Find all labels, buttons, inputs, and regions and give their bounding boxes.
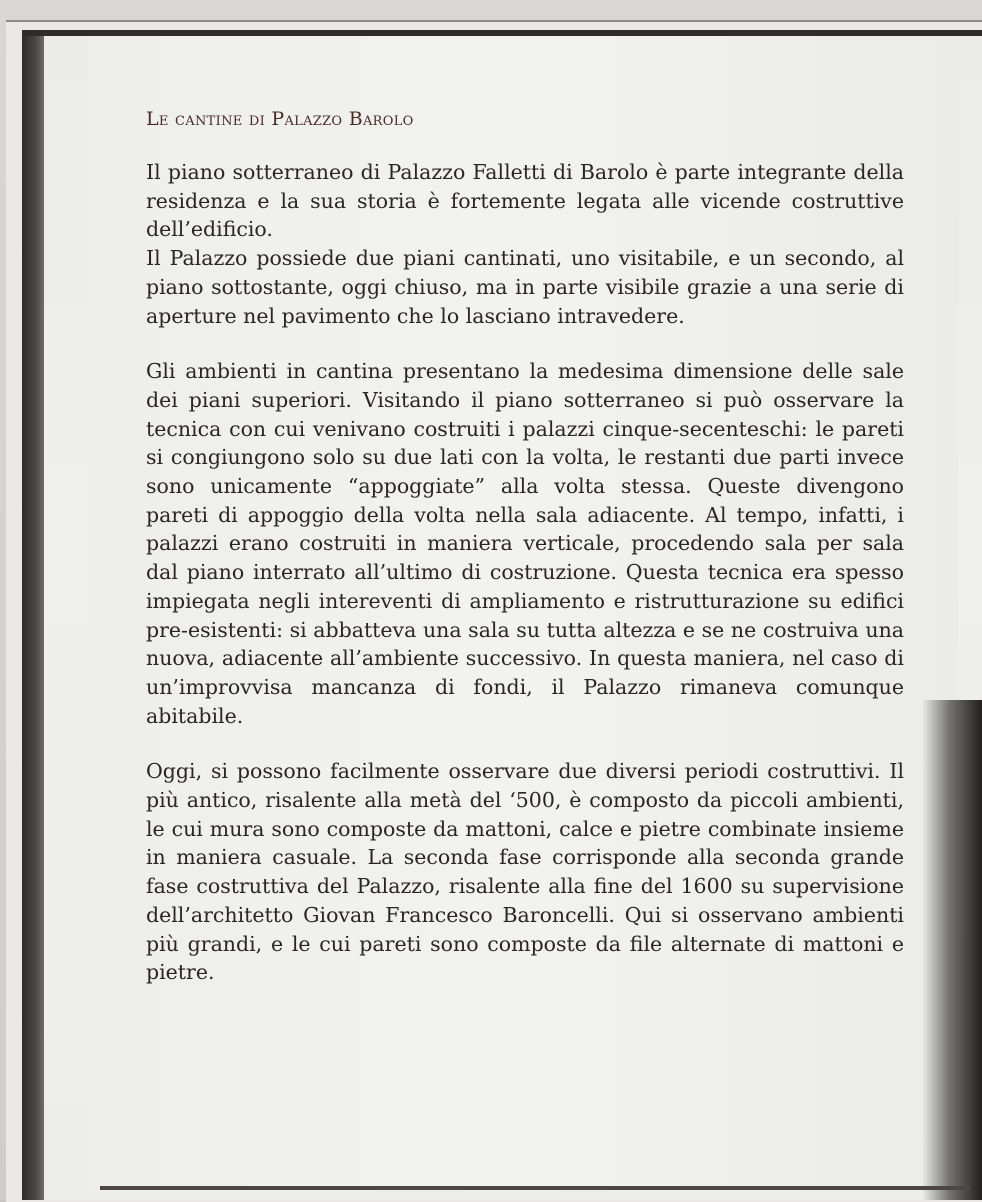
paragraph-intro: Il piano sotterraneo di Palazzo Falletti di Barolo è parte integrante della residenza e la sua storia è fortemente legata alle vicende costruttive dell’edificio. <box>146 160 904 242</box>
frame-left-edge <box>22 36 44 1200</box>
cast-shadow <box>922 700 982 1200</box>
panel-bottom-rule <box>100 1186 970 1190</box>
panel-title: Le cantine di Palazzo Barolo <box>146 108 414 130</box>
paragraph-technique: Gli ambienti in cantina presentano la medesima dimensione delle sale dei piani superiori. Visitando il piano sotterraneo si può osservare la tecnica con cui venivano costruiti i palazzi cinque-secenteschi: le pareti si congiungono solo su due lati con la volta, le restanti due parti invece sono unicamente “appoggiate” alla volta stessa. Queste divengono pareti di appoggio della volta nella sala adiacente. Al tempo, infatti, i palazzi erano costruiti in maniera verticale, procedendo sala per sala dal piano interrato all’ultimo di costruzione. Questa tecnica era spesso impiegata negli intereventi di ampliamento e ristrutturazione su edifici pre-esistenti: si abbatteva una sala su tutta altezza e se ne costruiva una nuova, adiacente all’ambiente successivo. In questa maniera, nel caso di un’improvvisa mancanza di fondi, il Palazzo rimaneva comunque abitabile. <box>146 359 904 728</box>
panel-content <box>146 108 904 987</box>
paragraph-floors: Il Palazzo possiede due piani cantinati, uno visitabile, e un secondo, al piano sottostante, oggi chiuso, ma in parte visibile grazie a una serie di aperture nel pavimento che lo lasciano intravedere. <box>146 246 904 328</box>
paragraph-periods: Oggi, si possono facilmente osservare due diversi periodi costruttivi. Il più antico, risalente alla metà del ‘500, è composto da piccoli ambienti, le cui mura sono composte da mattoni, calce e pietre combinate insieme in maniera casuale. La seconda fase corrisponde alla seconda grande fase costruttiva del Palazzo, risalente alla fine del 1600 su supervisione dell’architetto Giovan Francesco Baroncelli. Qui si osservano ambienti più grandi, e le cui pareti sono composte da file alternate di mattoni e pietre. <box>146 759 904 985</box>
